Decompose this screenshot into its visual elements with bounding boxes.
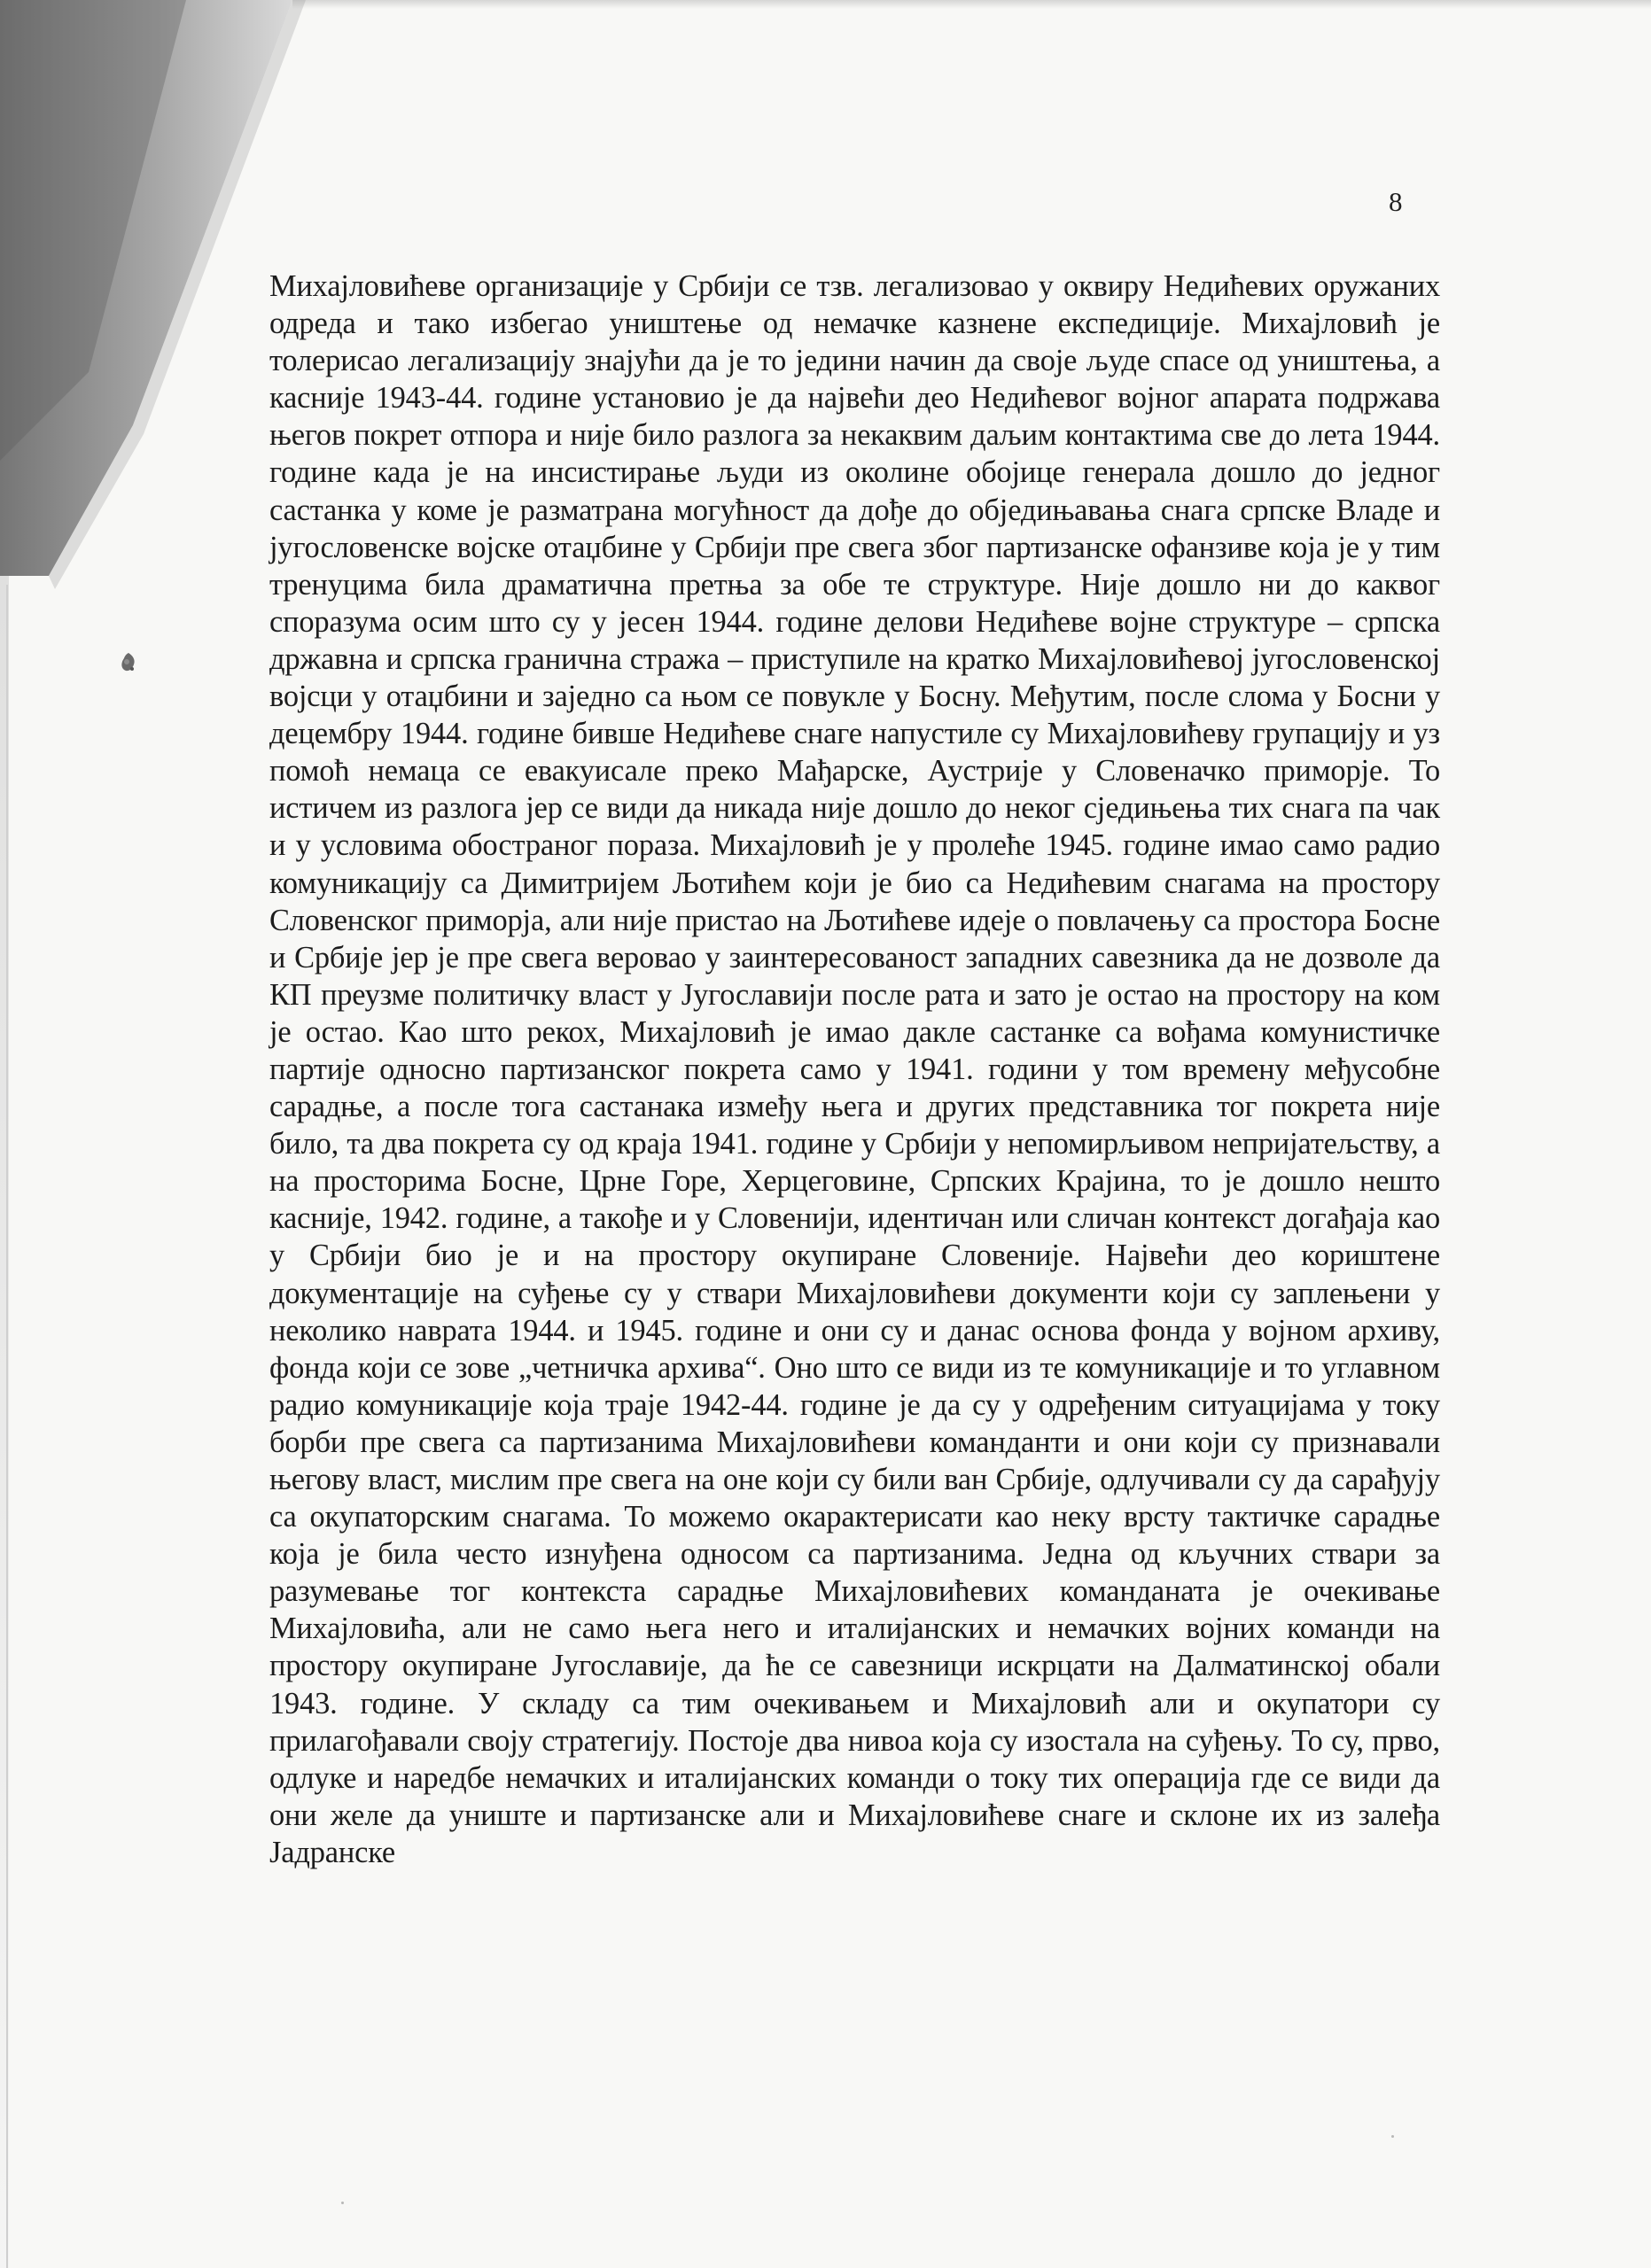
body-paragraph: Михајловићеве организације у Србији се тзв. легализовао у оквиру Недићевих оружаних одреда и тако избегао уништење од немачке казнене експедиције. Михајловић је толерисао легализацију знајући да је то једини начин да своје људе спасе од уништења, а касније 1943-44. године установио је да највећи део Недићевог војног апарата подржава његов покрет отпора и није било разлога за некаквим даљим контактима све до лета 1944. године када је на инсистирање људи из околине обојице генерала дошло до једног састанка у коме је разматрана могућност да дође до обједињавања снага српске Владе и југословенске војске отаџбине у Србији пре свега због партизанске офанзиве која је у тим тренуцима била драматична претња за обе те структуре. Није дошло ни до каквог споразума осим што су у јесен 1944. године делови Недићеве војне структуре – српска државна и српска гранична стража – приступиле на кратко Михајловићевој југословенској војсци у отаџбини и заједно са њом се повукле у Босну. Међутим, после слома у Босни у децембру 1944. године бивше Недићеве снаге напустиле су Михајловићеву групацију и уз помоћ немаца се евакуисале преко Мађарске, Аустрије у Словеначко приморје. То истичем из разлога јер се види да никада није дошло до неког сједињења тих снага па чак и у условима обостраног пораза. Михајловић је у пролеће 1945. године имао само радио комуникацију са Димитријем Љотићем који је био са Недићевим снагама на простору Словенског приморја, али није пристао на Љотићеве идеје о повлачењу са простора Босне и Србије јер је пре свега веровао у заинтересованост западних савезника да не дозволе да КП преузме политичку власт у Југославији после рата и зато је остао на простору на ком је остао. Као што рекох, Михајловић је имао дакле састанке са вођама комунистичке партије односно партизанског покрета само у 1941. години у том времену међусобне сарадње, а после тога састанака између њега и других представника тог покрета није било, та два покрета су од краја 1941. године у Србији у непомирљивом непријатељству, а на просторима Босне, Црне Горе, Херцеговине, Српских Крајина, то је дошло нешто касније, 1942. године, а такође и у Словенији, идентичан или сличан контекст догађаја као у Србији био је и на простору окупиране Словеније. Највећи део кориштене документације на суђење су у ствари Михајловићеви документи који су заплењени у неколико наврата 1944. и 1945. године и они су и данас основа фонда у војном архиву, фонда који се зове „четничка архива“. Оно што се види из те комуникације и то углавном радио комуникације која траје 1942-44. године је да су у одређеним ситуацијама у току борби пре свега са партизанима Михајловићеви команданти и они који су признавали његову власт, мислим пре свега на оне који су били ван Србије, одлучивали су да сарађују са окупаторским снагама. То можемо окарактерисати као неку врсту тактичке сарадње која је била често изнуђена односом са партизанима. Једна од кључних ствари за разумевање тог контекста сарадње Михајловићевих команданата је очекивање Михајловића, али не само њега него и италијанских и немачких војних команди на простору окупиране Југославије, да ће се савезници искрцати на Далматинској обали 1943. године. У складу са тим очекивањем и Михајловић али и окупатори су прилагођавали своју стратегију. Постоје два нивоа која су изостала на суђењу. То су, прво, одлуке и наредбе немачких и италијанских команди о току тих операција где се види да они желе да униште и партизанске али и Михајловићеве снаге и склоне их из залеђа Јадранске [269, 269, 1440, 1869]
scan-speck [1391, 2135, 1394, 2138]
page-number: 8 [1389, 186, 1403, 217]
top-scan-strip [292, 0, 1651, 9]
scan-speck [341, 2202, 344, 2204]
ink-blot-mark [119, 651, 138, 674]
